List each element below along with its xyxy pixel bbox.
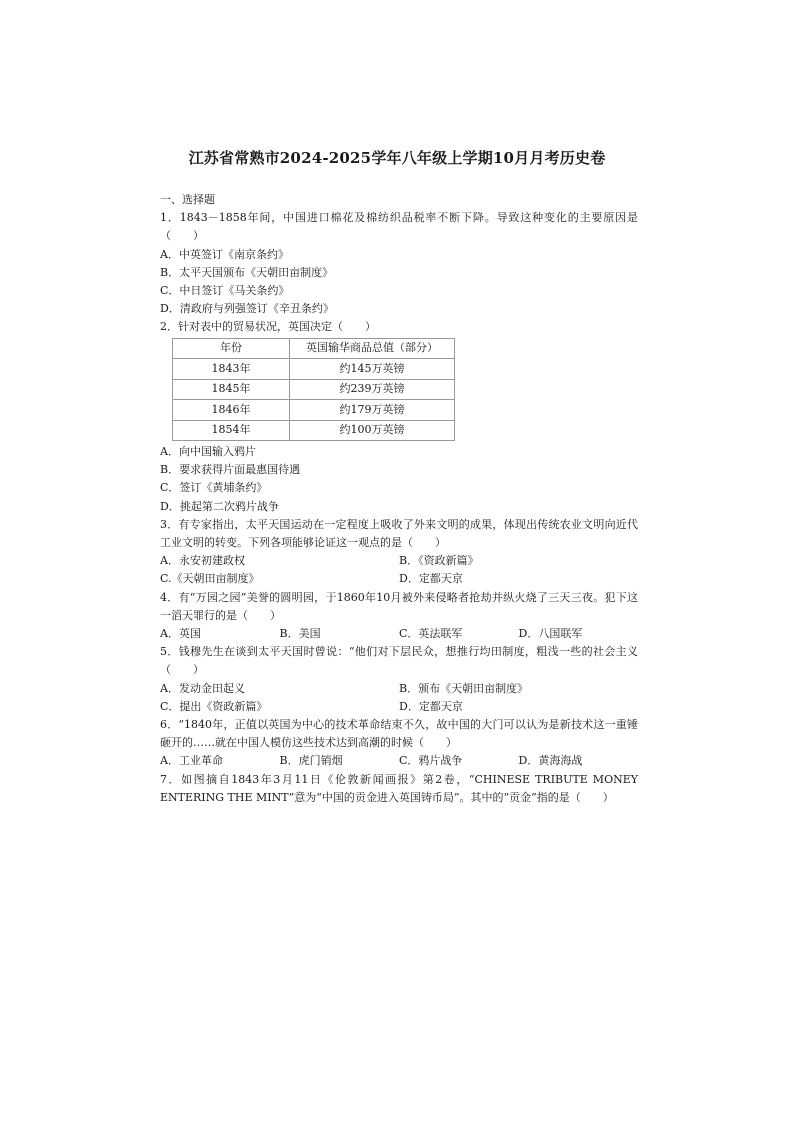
question-3-stem: 3．有专家指出，太平天国运动在一定程度上吸收了外来文明的成果，体现出传统农业文明向近代工业文明的转变。下列各项能够论证这一观点的是（ ）	[160, 517, 638, 549]
question-5-options-row-2	[160, 698, 638, 716]
question-3-option-a: A．永安初建政权	[160, 554, 245, 568]
exam-title: 江苏省常熟市2024-2025学年八年级上学期10月月考历史卷	[188, 149, 606, 167]
question-2-stem: 2．针对表中的贸易状况，英国决定（ ）	[160, 320, 376, 334]
question-3-options-row-2	[160, 570, 638, 588]
table-cell-value: 约145万英镑	[290, 359, 455, 380]
question-3-options-row-1	[160, 552, 638, 570]
question-4-stem: 4．有“万园之园”美誉的圆明园，于1860年10月被外来侵略者抢劫并纵火烧了三天三夜。犯下这一滔天罪行的是（ ）	[160, 590, 638, 622]
question-6-option-a: A．工业革命	[160, 754, 223, 768]
question-1-option-a: A．中英签订《南京条约》	[160, 247, 289, 261]
question-5-option-d: D．定都天京	[399, 699, 463, 713]
exam-content	[160, 191, 638, 807]
question-4-option-c: C．英法联军	[399, 626, 463, 640]
question-4-option-a: A．英国	[160, 626, 201, 640]
section-heading: 一、选择题	[160, 193, 215, 206]
table-cell-year: 1845年	[173, 379, 290, 400]
table-header-year: 年份	[173, 338, 290, 359]
question-2-option-b: B．要求获得片面最惠国待遇	[160, 463, 301, 477]
question-2-option-d: D．挑起第二次鸦片战争	[160, 499, 279, 513]
table-row	[173, 379, 455, 400]
table-row	[173, 359, 455, 380]
table-header-value: 英国输华商品总值（部分）	[290, 338, 455, 359]
question-3-option-d: D．定都天京	[399, 572, 463, 586]
question-3-option-c: C.《天朝田亩制度》	[160, 572, 260, 586]
question-2-option-c: C．签订《黄埔条约》	[160, 481, 268, 495]
question-6-options	[160, 752, 638, 770]
table-cell-year: 1846年	[173, 400, 290, 421]
question-7-stem: 7．如图摘自1843年3月11日《伦敦新闻画报》第2卷，“CHINESE TRIBUTE MONEY ENTERING THE MINT”意为“中国的贡金进入英国铸币局”。其中的“贡金”指的是（ ）	[160, 772, 638, 804]
table-cell-value: 约179万英镑	[290, 400, 455, 421]
question-6-option-c: C．鸦片战争	[399, 754, 463, 768]
table-cell-value: 约239万英镑	[290, 379, 455, 400]
question-1-option-b: B．太平天国颁布《天朝田亩制度》	[160, 265, 334, 279]
question-5-option-a: A．发动金田起义	[160, 681, 245, 695]
question-5-options-row-1	[160, 680, 638, 698]
question-2-option-a: A．向中国输入鸦片	[160, 445, 256, 459]
question-4-option-d: D．八国联军	[518, 626, 583, 640]
question-6-option-d: D．黄海海战	[518, 754, 583, 768]
question-4-option-b: B．美国	[279, 626, 321, 640]
table-cell-value: 约100万英镑	[290, 420, 455, 441]
table-cell-year: 1843年	[173, 359, 290, 380]
table-row	[173, 420, 455, 441]
table-cell-year: 1854年	[173, 420, 290, 441]
table-row	[173, 400, 455, 421]
question-3-option-b: B．《资政新篇》	[399, 554, 479, 568]
question-6-option-b: B．虎门销烟	[279, 754, 343, 768]
question-1-option-c: C．中日签订《马关条约》	[160, 283, 290, 297]
question-5-option-b: B．颁布《天朝田亩制度》	[399, 681, 529, 695]
question-1-option-d: D．清政府与列强签订《辛丑条约》	[160, 302, 334, 316]
trade-table-header	[173, 338, 455, 359]
question-4-options	[160, 625, 638, 643]
question-5-option-c: C．提出《资政新篇》	[160, 699, 268, 713]
question-6-stem: 6．“1840年，正值以英国为中心的技术革命结束不久，故中国的大门可以认为是新技术这一重锤砸开的……就在中国人模仿这些技术达到高潮的时候（ ）	[160, 717, 638, 750]
question-1-stem: 1．1843－1858年间，中国进口棉花及棉纺织品税率不断下降。导致这种变化的主要原因是（ ）	[160, 211, 638, 243]
trade-table	[172, 338, 455, 442]
question-5-stem: 5．钱穆先生在谈到太平天国时曾说：“他们对下层民众，想推行均田制度，粗浅一些的社会主义（ ）	[160, 645, 638, 677]
